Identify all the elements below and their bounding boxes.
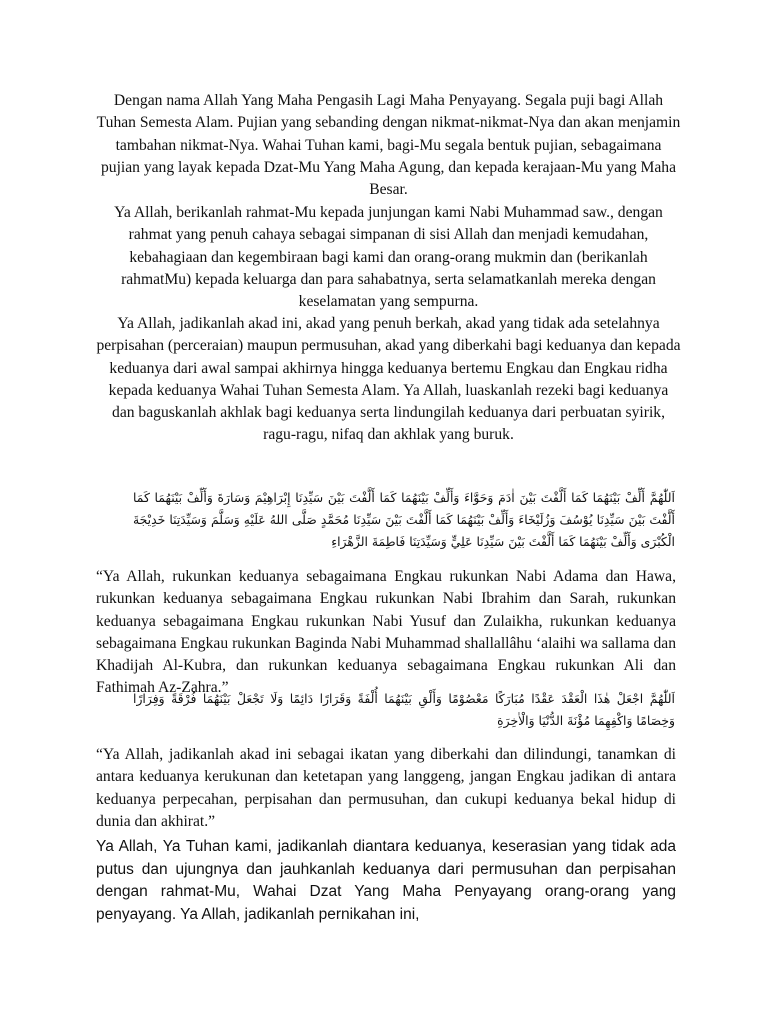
paragraph-opening-praise: Dengan nama Allah Yang Maha Pengasih Lagi Maha Penyayang. Segala puji bagi Allah Tuhan Semesta Alam. Pujian yang sebanding dengan nikmat-nikmat-Nya dan akan menjamin tambahan nikmat-Nya. Wahai Tuhan kami, bagi-Mu segala bentuk pujian, sebagaimana pujian yang layak kepada Dzat-Mu Yang Maha Agung, dan kepada kerajaan-Mu yang Maha Besar. (96, 92, 681, 199)
paragraph-closing-prayer: Ya Allah, Ya Tuhan kami, jadikanlah diantara keduanya, keserasian yang tidak ada putus dan ujungnya dan jauhkanlah keduanya dari permusuhan dan perpisahan dengan rahmat-Mu, Wahai Dzat Yang Maha Penyayang orang-orang yang penyayang. Ya Allah, jadikanlah pernikahan ini, (96, 838, 676, 923)
paragraph-akad-blessing: Ya Allah, jadikanlah akad ini, akad yang penuh berkah, akad yang tidak ada setelahnya perpisahan (perceraian) maupun permusuhan, akad yang diberkahi bagi keduanya dan kepada keduanya dari awal sampai akhirnya hingga keduanya bertemu Engkau dan Engkau ridha kepada keduanya Wahai Tuhan Semesta Alam. Ya Allah, luaskanlah rezeki bagi keduanya dan baguskanlah akhlak bagi keduanya serta lindungilah keduanya dari perbuatan syirik, ragu-ragu, nifaq dan akhlak yang buruk. (96, 315, 681, 444)
arabic-prayer-akad: اَللّٰهُمَّ اجْعَلْ هٰذَا الْعَقْدَ عَقْدًا مُبَارَكًا مَعْصُوْمًا وَأَلْقِ بَيْنَهُمَا أُلْفَةً وَقَرَارًا دَائِمًا وَلَا تَجْعَلْ بَيْنَهُمَا فُرْقَةً وَفِرَارًا وَخِصَامًا وَاكْفِهِمَا مُؤْنَةَ الدُّنْيَا وَالْاٰخِرَةِ (133, 691, 675, 728)
paragraph-salawat: Ya Allah, berikanlah rahmat-Mu kepada junjungan kami Nabi Muhammad saw., dengan rahmat yang penuh cahaya sebagai simpanan di sisi Allah dan menjadi kemudahan, kebahagiaan dan kegembiraan bagi kami dan orang-orang mukmin dan (berikanlah rahmatMu) kepada keluarga dan para sahabatnya, serta selamatkanlah mereka dengan keselamatan yang sempurna. (114, 204, 663, 311)
arabic-prayer-harmony: اَللّٰهُمَّ أَلِّفْ بَيْنَهُمَا كَمَا أَلَّفْتَ بَيْنَ اٰدَمَ وَحَوَّاءَ وَأَلِّفْ بَيْنَهُمَا كَمَا أَلَّفْتَ بَيْنَ سَيِّدِنَا إِبْرَاهِيْمَ وَسَارَةَ وَأَلِّفْ بَيْنَهُمَا كَمَا أَلَّفْتَ بَيْنَ سَيِّدِنَا يُوْسُفَ وَزُلَيْخَاءَ وَأَلِّفْ بَيْنَهُمَا كَمَا أَلَّفْتَ بَيْنَ سَيِّدِنَا مُحَمَّدٍ صَلَّى اللهُ عَلَيْهِ وَسَلَّمَ وَسَيِّدَتِنَا خَدِيْجَةَ الْكُبْرَى وَأَلِّفْ بَيْنَهُمَا كَمَا أَلَّفْتَ بَيْنَ سَيِّدِنَا عَلِيٍّ وَسَيِّدَتِنَا فَاطِمَةَ الزَّهْرَاءِ (133, 490, 675, 549)
paragraph-translation-akad: “Ya Allah, jadikanlah akad ini sebagai ikatan yang diberkahi dan dilindungi, tanamkan di antara keduanya kerukunan dan ketetapan yang langgeng, jangan Engkau jadikan di antara keduanya perpecahan, perpisahan dan permusuhan, dan cukupi keduanya bekal hidup di dunia dan akhirat.” (96, 746, 676, 830)
paragraph-translation-harmony: “Ya Allah, rukunkan keduanya sebagaimana Engkau rukunkan Nabi Adama dan Hawa, rukunkan keduanya sebagaimana Engkau rukunkan Nabi Ibrahim dan Sarah, rukunkan keduanya sebagaimana Engkau rukunkan Nabi Yusuf dan Zulaikha, rukunkan keduanya sebagaimana Engkau rukunkan Baginda Nabi Muhammad shallallâhu ‘alaihi wa sallama dan Khadijah Al-Kubra, dan rukunkan keduanya sebagaimana Engkau rukunkan Ali dan Fathimah Az-Zahra.” (96, 568, 676, 697)
